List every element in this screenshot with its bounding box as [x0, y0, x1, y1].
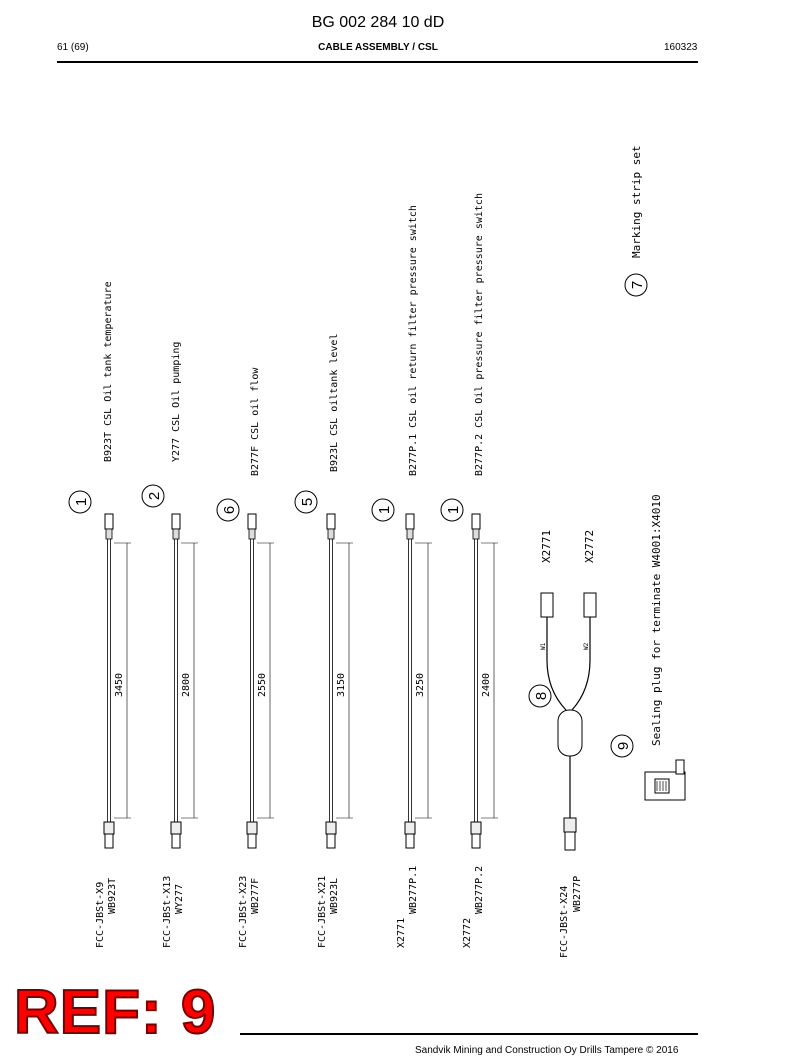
cable-wire-label: WB277P.2: [474, 865, 485, 914]
splice-housing: [558, 710, 582, 756]
cable-description: B277F CSL oil flow: [250, 367, 261, 476]
bottom-connector: [326, 822, 336, 834]
sealing-plug-drawing: [645, 760, 685, 800]
bottom-connector-body: [406, 834, 414, 848]
bottom-connector: [405, 822, 415, 834]
cable-end-label: X2771: [396, 917, 407, 948]
wire-tag: W2: [583, 642, 590, 650]
cable-length: 3250: [415, 672, 426, 697]
plug-tab: [676, 760, 684, 774]
bottom-connector: [171, 822, 181, 834]
top-connector: [406, 514, 414, 529]
cable-wire-label: WB923L: [329, 877, 340, 914]
cable-description: B277P.1 CSL oil return filter pressure switch: [408, 205, 419, 476]
wire-tag: W1: [540, 642, 547, 650]
cable-description: Y277 CSL Oil pumping: [171, 341, 182, 462]
cable-wire-label: WB277P: [572, 875, 583, 912]
cable-description: B923T CSL Oil tank temperature: [103, 281, 114, 462]
item-balloon-number: 1: [445, 505, 462, 515]
page-number: 61 (69): [57, 42, 89, 53]
bottom-connector: [247, 822, 257, 834]
cable-wire-label: WB277F: [250, 877, 261, 914]
top-connector-body: [328, 529, 334, 539]
item-balloon-number: 5: [299, 497, 316, 507]
marking-strip-description: Marking strip set: [630, 145, 643, 258]
bottom-connector: [471, 822, 481, 834]
document-date: 160323: [664, 42, 698, 53]
cable-length: 2550: [257, 672, 268, 697]
top-connector: [105, 514, 113, 529]
top-connector-body: [173, 529, 179, 539]
cable-end-label: FCC-JBSt-X23: [238, 875, 249, 948]
item-balloon-number: 1: [376, 505, 393, 515]
cable-length: 3150: [336, 672, 347, 697]
item-balloon-number: 7: [629, 280, 646, 290]
reference-stamp: REF: 9: [14, 978, 217, 1047]
cable-end-label: FCC-JBSt-X21: [317, 875, 328, 948]
top-connector: [472, 514, 480, 529]
top-connector: [327, 514, 335, 529]
branch-label: X2771: [540, 529, 553, 563]
footer-divider: [240, 1033, 698, 1035]
cable-description: B277P.2 CSL Oil pressure filter pressure switch: [474, 193, 485, 476]
branch-connector: [541, 593, 553, 617]
item-balloon-number: 1: [73, 497, 90, 507]
cable-end-label: FCC-JBSt-X13: [162, 875, 173, 948]
top-connector-body: [407, 529, 413, 539]
top-connector-body: [473, 529, 479, 539]
cable-end-label: FCC-JBSt-X24: [559, 885, 570, 958]
item-balloon-number: 9: [615, 741, 632, 751]
bottom-connector-body: [172, 834, 180, 848]
bottom-connector: [104, 822, 114, 834]
cable-description: B923L CSL oiltank level: [329, 333, 340, 472]
item-balloon-number: 8: [533, 691, 550, 701]
bottom-connector-body: [327, 834, 335, 848]
top-connector: [248, 514, 256, 529]
cable-length: 2400: [481, 672, 492, 697]
bottom-connector: [564, 818, 576, 832]
item-balloon-number: 2: [146, 491, 163, 501]
bottom-connector-body: [105, 834, 113, 848]
bottom-connector-body: [472, 834, 480, 848]
section-title: CABLE ASSEMBLY / CSL: [318, 42, 438, 53]
top-connector: [172, 514, 180, 529]
cable-wire-label: WY277: [174, 883, 185, 914]
cable-wire-label: WB277P.1: [408, 865, 419, 914]
top-connector-body: [249, 529, 255, 539]
cable-wire-label: WB923T: [107, 877, 118, 914]
branch-wire: [572, 617, 590, 710]
sealing-plug-description: Sealing plug for terminate W4001:X4010: [650, 494, 663, 746]
cable-length: 2800: [181, 672, 192, 697]
bottom-connector-body: [248, 834, 256, 848]
branch-connector: [584, 593, 596, 617]
bottom-connector-body: [565, 832, 575, 850]
branch-label: X2772: [583, 529, 596, 563]
document-number: BG 002 284 10 dD: [311, 14, 445, 31]
cable-length: 3450: [114, 672, 125, 697]
cable-end-label: FCC-JBSt-X9: [95, 881, 106, 948]
splitter-cable: [541, 593, 596, 850]
item-balloon-number: 6: [221, 505, 238, 515]
footer-copyright: Sandvik Mining and Construction Oy Drills Tampere © 2016: [415, 1045, 679, 1056]
cable-end-label: X2772: [462, 917, 473, 948]
top-connector-body: [106, 529, 112, 539]
